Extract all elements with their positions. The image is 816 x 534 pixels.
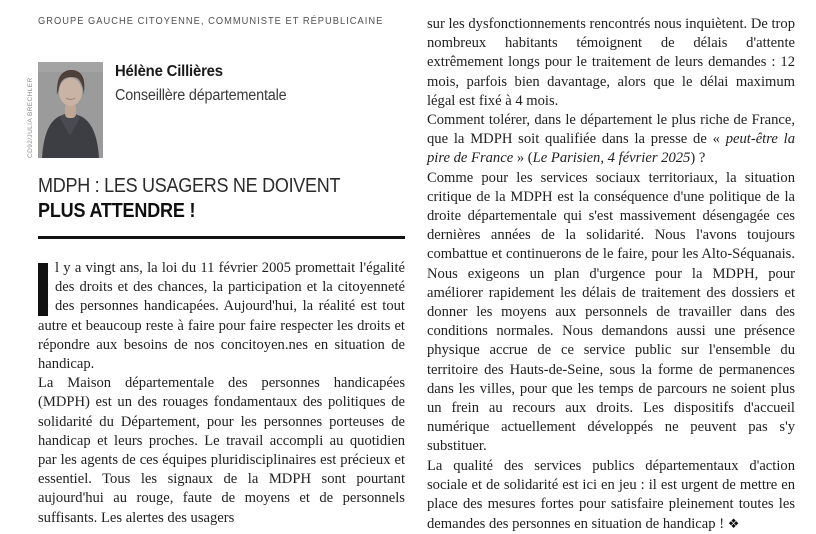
author-name: Hélène Cillières	[115, 63, 223, 80]
article-body-left	[38, 259, 405, 528]
article-paragraph	[427, 111, 795, 169]
body-text: Comment tolérer, dans le département le plus riche de France, que la MDPH soit qualifiée dans la presse de «	[427, 112, 795, 148]
quote-italic: peut-être la pire de France	[427, 131, 796, 167]
article-headline	[38, 175, 405, 223]
headline-rule	[38, 236, 405, 239]
body-text: La Maison départementale des personnes handicapées (MDPH) est un des rouages fondamentaux des politiques de solidarité du Département, pour les personnes porteuses de handicap et leurs proches. Le travail accompli au quotidien par les agents de ces équipes pluridisciplinaires est précieux et essentiel. Tous les signaux de la MDPH sont pourtant aujourd'hui au rouge, faute de moyens et de personnels suffisants. Les alertes des usagers	[38, 375, 405, 526]
article-body-right	[427, 15, 795, 534]
author-role: Conseillère départementale	[115, 87, 287, 104]
author-portrait-photo	[38, 62, 103, 158]
quote-italic: Le Parisien, 4 février 2025	[532, 150, 691, 167]
headline-line1: MDPH : LES USAGERS NE DOIVENT	[38, 175, 341, 197]
body-text: ) ?	[690, 150, 706, 167]
body-text: l y a vingt ans, la loi du 11 février 2005 promettait l'égalité des droits et des chances, la participation et la citoyenneté des personnes handicapées. Aujourd'hui, la réalité est tout autre et beaucoup reste à faire pour faire respecter les droits et répondre aux besoins de nos concitoyen.nes en situation de handicap.	[38, 260, 405, 373]
article-paragraph	[427, 169, 795, 457]
body-text: » (	[513, 150, 533, 167]
group-kicker: GROUPE GAUCHE CITOYENNE, COMMUNISTE ET RÉPUBLICAINE	[38, 16, 384, 27]
author-text	[115, 62, 395, 105]
body-text: La qualité des services publics départementaux d'action sociale et de solidarité est ici en jeu : il est urgent de mettre en place des mesures fortes pour satisfaire pleinement toutes les demandes des personnes en situation de handicap !	[427, 457, 795, 533]
end-of-article-mark-icon: ❖	[727, 516, 740, 532]
article-paragraph	[38, 374, 405, 528]
article-paragraph	[427, 15, 795, 111]
headline-line2: PLUS ATTENDRE !	[38, 200, 196, 222]
body-text: Comme pour les services sociaux territoriaux, la situation critique de la MDPH est la conséquence d'une politique de la droite départementale qui s'est massivement désengagée ces dernières années de la solidarité. Nous l'avons toujours combattue et continuerons de le faire, pour les Alto-Séquanais. Nous exigeons un plan d'urgence pour la MDPH, pour améliorer rapidement les délais de traitement des dossiers et donner les moyens aux personnels de travailler dans des conditions normales. Nous demandons aussi une présence physique accrue de ce service public sur l'ensemble du territoire des Hauts-de-Seine, sous la forme de permanences dans les villes, pour que les temps de parcours ne soient plus un frein au recours aux droits. Les dispositifs d'accueil numérique actuellement développés ne peuvent pas s'y substituer.	[427, 169, 795, 455]
body-text: sur les dysfonctionnements rencontrés nous inquiètent. De trop nombreux habitants témoignent de délais d'attente extrêmement longs pour le traitement de leurs demandes : 12 mois, parfois bien davantage, alors que le délai maximum légal est fixé à 4 mois.	[427, 16, 796, 109]
photo-credit: CD92/JULIA BRECHLER	[27, 77, 34, 158]
article-paragraph	[427, 457, 795, 534]
dropcap	[38, 263, 48, 316]
article-paragraph	[38, 259, 405, 374]
